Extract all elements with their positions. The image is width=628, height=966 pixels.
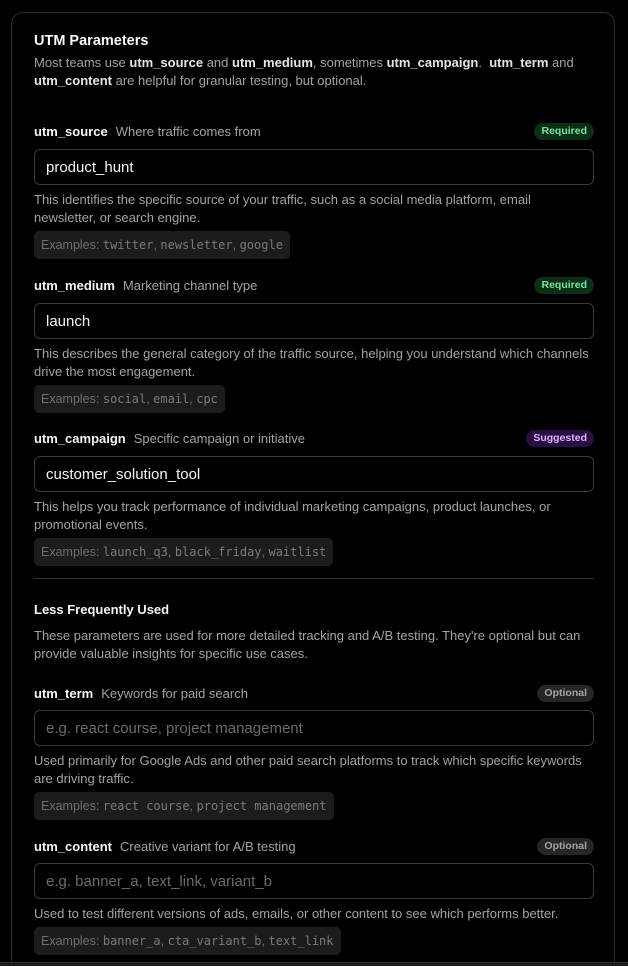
example-value: google [239, 238, 283, 252]
field-name: utm_campaign [34, 431, 126, 446]
field-help-text: Used to test different versions of ads, emails, or other content to see which performs better. [34, 906, 559, 921]
required-badge: Required [534, 277, 594, 294]
suggested-badge: Suggested [526, 430, 594, 447]
field-name: utm_medium [34, 278, 115, 293]
section-title: UTM Parameters [34, 33, 149, 49]
utm-medium-input[interactable] [34, 303, 594, 339]
field-utm-term [34, 685, 594, 813]
examples-box: Examples: social, email, cpc [34, 385, 225, 413]
less-frequent-description: These parameters are used for more detailed tracking and A/B testing. They're optional but can provide valuable insights for specific use cases. [34, 628, 581, 661]
example-value: cta_variant_b [167, 934, 262, 948]
field-help-text: This helps you track performance of individual marketing campaigns, product launches, or promotional events. [34, 499, 551, 532]
field-utm-content [34, 838, 594, 948]
example-value: social [102, 392, 147, 406]
field-description: Keywords for paid search [101, 686, 248, 701]
intro-highlight: utm_content [34, 73, 112, 88]
field-utm-campaign [34, 430, 594, 559]
optional-badge: Optional [537, 838, 594, 855]
field-header [34, 685, 594, 703]
examples-box: Examples: twitter, newsletter, google [34, 231, 290, 259]
examples-label: Examples: [41, 392, 100, 406]
intro-highlight: utm_medium [232, 55, 313, 70]
section-intro [34, 54, 594, 90]
optional-badge: Optional [537, 685, 594, 702]
example-value: newsletter [160, 238, 233, 252]
utm-source-input[interactable] [34, 149, 594, 185]
field-description: Where traffic comes from [115, 124, 261, 139]
example-value: waitlist [268, 545, 327, 559]
field-help-text: This identifies the specific source of your traffic, such as a social media platform, email newsletter, or search engine. [34, 192, 531, 225]
example-value: banner_a [102, 934, 161, 948]
field-name: utm_content [34, 839, 112, 854]
examples-label: Examples: [41, 799, 100, 813]
intro-text: Most teams use [34, 55, 130, 70]
intro-highlight: utm_term [489, 55, 549, 70]
example-value: cpc [196, 392, 218, 406]
examples-box: Examples: launch_q3, black_friday, waitlist [34, 538, 333, 566]
example-value: project management [196, 799, 327, 813]
field-utm-medium [34, 277, 594, 406]
field-description: Marketing channel type [122, 278, 258, 293]
intro-text: , sometimes [312, 55, 387, 70]
field-utm-source [34, 123, 594, 252]
intro-text: and [548, 55, 574, 70]
examples-label: Examples: [41, 934, 100, 948]
field-header [34, 123, 594, 141]
field-description: Specific campaign or initiative [133, 431, 305, 446]
example-value: black_friday [174, 545, 262, 559]
intro-highlight: utm_source [129, 55, 204, 70]
field-header [34, 430, 594, 448]
example-value: react course [102, 799, 190, 813]
required-badge: Required [534, 123, 594, 140]
utm-campaign-input[interactable] [34, 456, 594, 492]
field-description: Creative variant for A/B testing [120, 839, 296, 854]
example-value: twitter [102, 238, 154, 252]
examples-box: Examples: react course, project management [34, 792, 334, 820]
utm-term-input[interactable] [34, 710, 594, 746]
less-frequent-title: Less Frequently Used [34, 602, 170, 617]
utm-parameters-panel [11, 12, 615, 966]
field-help-text: Used primarily for Google Ads and other paid search platforms to track which specific keywords are driving traffic. [34, 753, 582, 786]
field-header [34, 277, 594, 295]
bottom-edge [0, 962, 628, 966]
field-name: utm_term [34, 686, 94, 701]
section-divider [34, 578, 594, 579]
field-name: utm_source [34, 124, 108, 139]
intro-highlight: utm_campaign [386, 55, 479, 70]
intro-text: are helpful for granular testing, but optional. [112, 73, 367, 88]
examples-label: Examples: [41, 545, 100, 559]
example-value: text_link [268, 934, 334, 948]
field-header [34, 838, 594, 856]
examples-box: Examples: banner_a, cta_variant_b, text_link [34, 927, 341, 955]
example-value: launch_q3 [102, 545, 168, 559]
examples-label: Examples: [41, 238, 100, 252]
intro-text: and [203, 55, 232, 70]
intro-text: . [478, 55, 490, 70]
field-help-text: This describes the general category of the traffic source, helping you understand which channels drive the most engagement. [34, 346, 589, 379]
utm-content-input[interactable] [34, 863, 594, 899]
example-value: email [153, 392, 190, 406]
